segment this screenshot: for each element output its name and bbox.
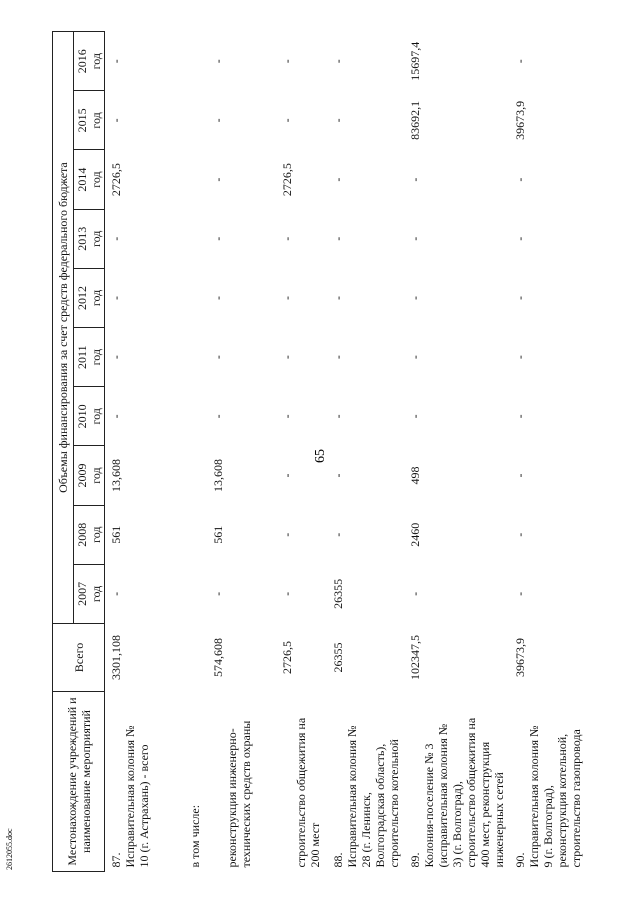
row-value-2011 bbox=[170, 328, 207, 387]
row-value-2011: - bbox=[109, 355, 123, 360]
row-name: Исправительная колония № 28 (г. Ленинск, Волгоградская область), строительство котельной bbox=[345, 725, 401, 868]
row-value-2012: - bbox=[513, 295, 527, 300]
page-number: 65 bbox=[313, 449, 328, 463]
row-name-cell bbox=[207, 692, 276, 872]
row-value-2010: - bbox=[109, 414, 123, 419]
row-value-2013: - bbox=[280, 236, 294, 241]
row-name-cell bbox=[404, 692, 509, 872]
header-year-2015 bbox=[74, 91, 105, 150]
row-value-2012: - bbox=[331, 295, 345, 300]
row-value-2008 bbox=[170, 505, 207, 564]
row-value-2014: - bbox=[513, 177, 527, 182]
row-value-2007: - bbox=[109, 591, 123, 596]
row-total-cell: 2726,5 bbox=[280, 641, 294, 674]
header-year-2007 bbox=[74, 564, 105, 623]
row-value-2011: - bbox=[280, 355, 294, 360]
row-value-2013: - bbox=[211, 236, 225, 241]
header-year-value: 2012 bbox=[75, 285, 89, 310]
row-name: строительство общежития на 200 мест bbox=[294, 717, 322, 868]
row-value-2008: - bbox=[513, 532, 527, 537]
row-value-2014: - bbox=[331, 177, 345, 182]
header-year-unit: год bbox=[89, 230, 103, 247]
header-year-value: 2008 bbox=[75, 522, 89, 547]
row-value-2015: - bbox=[211, 118, 225, 123]
row-name-cell bbox=[327, 692, 404, 872]
row-name-cell bbox=[170, 692, 207, 872]
header-year-2016 bbox=[74, 32, 105, 91]
row-number: 87. bbox=[109, 852, 123, 868]
header-year-unit: год bbox=[89, 467, 103, 484]
row-value-2016: - bbox=[280, 59, 294, 64]
row-value-2009: - bbox=[331, 473, 345, 478]
header-year-value: 2011 bbox=[75, 345, 89, 369]
header-year-2012 bbox=[74, 268, 105, 327]
row-total-cell bbox=[170, 624, 207, 692]
row-value-2014 bbox=[170, 150, 207, 209]
header-total-column: Всего bbox=[53, 624, 105, 692]
header-year-2013 bbox=[74, 209, 105, 268]
row-number: 89. bbox=[408, 852, 422, 868]
row-name: в том числе: bbox=[188, 804, 202, 868]
row-value-2016 bbox=[170, 32, 207, 91]
table-row bbox=[509, 32, 586, 872]
row-value-2009: 498 bbox=[408, 466, 422, 485]
row-name: Исправительная колония № 9 (г. Волгоград), реконструкция котельной, строительство газопровода bbox=[527, 725, 583, 868]
row-value-2016: 15697,4 bbox=[408, 41, 422, 81]
row-value-2007: - bbox=[513, 591, 527, 596]
table-row bbox=[105, 32, 171, 872]
row-value-2008: 561 bbox=[211, 525, 225, 544]
row-value-2011: - bbox=[331, 355, 345, 360]
row-value-2012 bbox=[170, 268, 207, 327]
header-year-unit: год bbox=[89, 289, 103, 307]
header-year-value: 2015 bbox=[75, 108, 89, 133]
row-value-2013: - bbox=[513, 236, 527, 241]
row-value-2009: - bbox=[513, 473, 527, 478]
row-value-2007: - bbox=[408, 591, 422, 596]
row-name-cell bbox=[105, 692, 171, 872]
row-value-2010: - bbox=[513, 414, 527, 419]
row-value-2008: 2460 bbox=[408, 522, 422, 547]
header-year-value: 2014 bbox=[75, 167, 89, 192]
row-value-2014: - bbox=[408, 177, 422, 182]
row-value-2016: - bbox=[331, 59, 345, 64]
row-value-2015: 39673,9 bbox=[513, 100, 527, 140]
row-value-2011: - bbox=[513, 355, 527, 360]
row-value-2015 bbox=[170, 91, 207, 150]
header-year-value: 2009 bbox=[75, 463, 89, 488]
row-value-2016: - bbox=[513, 59, 527, 64]
financing-table bbox=[52, 31, 586, 872]
row-value-2013: - bbox=[109, 236, 123, 241]
row-value-2009: 13,608 bbox=[211, 459, 225, 493]
header-year-2009 bbox=[74, 446, 105, 505]
row-value-2015: - bbox=[331, 118, 345, 123]
row-value-2016: - bbox=[211, 59, 225, 64]
row-value-2015: - bbox=[280, 118, 294, 123]
row-total-cell: 26355 bbox=[331, 642, 345, 673]
header-year-unit: год bbox=[89, 585, 103, 603]
row-value-2010: - bbox=[331, 414, 345, 419]
row-name: реконструкция инженерно-технических средств охраны bbox=[225, 720, 253, 868]
table-row bbox=[404, 32, 509, 872]
row-value-2011: - bbox=[211, 355, 225, 360]
row-name: Колония-поселение № 3 (исправительная колония № 3) (г. Волгоград), строительство общежития на 400 мест, реконструкция инженерных сетей bbox=[422, 717, 506, 868]
row-value-2014: 2726,5 bbox=[280, 163, 294, 197]
table-row bbox=[207, 32, 276, 872]
table-row bbox=[170, 32, 207, 872]
header-year-2014 bbox=[74, 150, 105, 209]
header-year-unit: год bbox=[89, 408, 103, 425]
row-name: Исправительная колония № 10 (г. Астрахань) - всего bbox=[123, 725, 151, 868]
row-value-2008: - bbox=[280, 532, 294, 537]
row-value-2014: - bbox=[211, 177, 225, 182]
row-number: 90. bbox=[513, 852, 527, 868]
row-value-2011: - bbox=[408, 355, 422, 360]
table-row bbox=[276, 32, 327, 872]
row-value-2010: - bbox=[408, 414, 422, 419]
row-value-2016: - bbox=[109, 59, 123, 64]
row-value-2007: - bbox=[211, 591, 225, 596]
row-value-2010: - bbox=[211, 414, 225, 419]
row-value-2009: - bbox=[280, 473, 294, 478]
row-number: 88. bbox=[331, 852, 345, 868]
document-id: 2612055.doc bbox=[5, 828, 14, 870]
header-year-value: 2007 bbox=[75, 581, 89, 606]
header-year-unit: год bbox=[89, 112, 103, 129]
row-value-2013: - bbox=[408, 236, 422, 241]
row-value-2009: 13,608 bbox=[109, 459, 123, 493]
header-year-unit: год bbox=[89, 171, 103, 188]
row-value-2009 bbox=[170, 446, 207, 505]
table-row bbox=[327, 32, 404, 872]
row-total-cell: 39673,9 bbox=[513, 638, 527, 677]
header-group-label: Объемы финансирования за счет средств федерального бюджета bbox=[53, 32, 74, 624]
row-name-cell bbox=[509, 692, 586, 872]
header-name-column: Местонахождение учреждений и наименование мероприятий bbox=[53, 692, 105, 872]
header-year-value: 2016 bbox=[75, 49, 89, 74]
header-year-unit: год bbox=[89, 348, 103, 366]
row-total-cell: 102347,5 bbox=[408, 635, 422, 680]
row-total-cell: 574,608 bbox=[211, 638, 225, 677]
row-value-2013: - bbox=[331, 236, 345, 241]
row-value-2010: - bbox=[280, 414, 294, 419]
row-value-2012: - bbox=[109, 295, 123, 300]
header-year-2008 bbox=[74, 505, 105, 564]
row-value-2007 bbox=[170, 564, 207, 623]
header-year-unit: год bbox=[89, 53, 103, 70]
table-body bbox=[105, 32, 587, 872]
row-value-2008: 561 bbox=[109, 525, 123, 544]
header-year-2011 bbox=[74, 328, 105, 387]
row-value-2012: - bbox=[280, 295, 294, 300]
row-value-2010 bbox=[170, 387, 207, 446]
header-year-value: 2010 bbox=[75, 404, 89, 429]
row-name-cell bbox=[276, 692, 327, 872]
row-value-2013 bbox=[170, 209, 207, 268]
row-value-2007: 26355 bbox=[331, 578, 345, 609]
header-year-value: 2013 bbox=[75, 226, 89, 251]
row-total-cell: 3301,108 bbox=[109, 635, 123, 680]
table-header bbox=[53, 32, 105, 872]
row-value-2015: - bbox=[109, 118, 123, 123]
row-value-2012: - bbox=[408, 295, 422, 300]
header-year-2010 bbox=[74, 387, 105, 446]
row-value-2007: - bbox=[280, 591, 294, 596]
header-year-unit: год bbox=[89, 526, 103, 543]
row-value-2012: - bbox=[211, 295, 225, 300]
row-value-2014: 2726,5 bbox=[109, 163, 123, 197]
row-value-2015: 83692,1 bbox=[408, 100, 422, 140]
row-value-2008: - bbox=[331, 532, 345, 537]
rotated-table-container bbox=[52, 32, 583, 872]
